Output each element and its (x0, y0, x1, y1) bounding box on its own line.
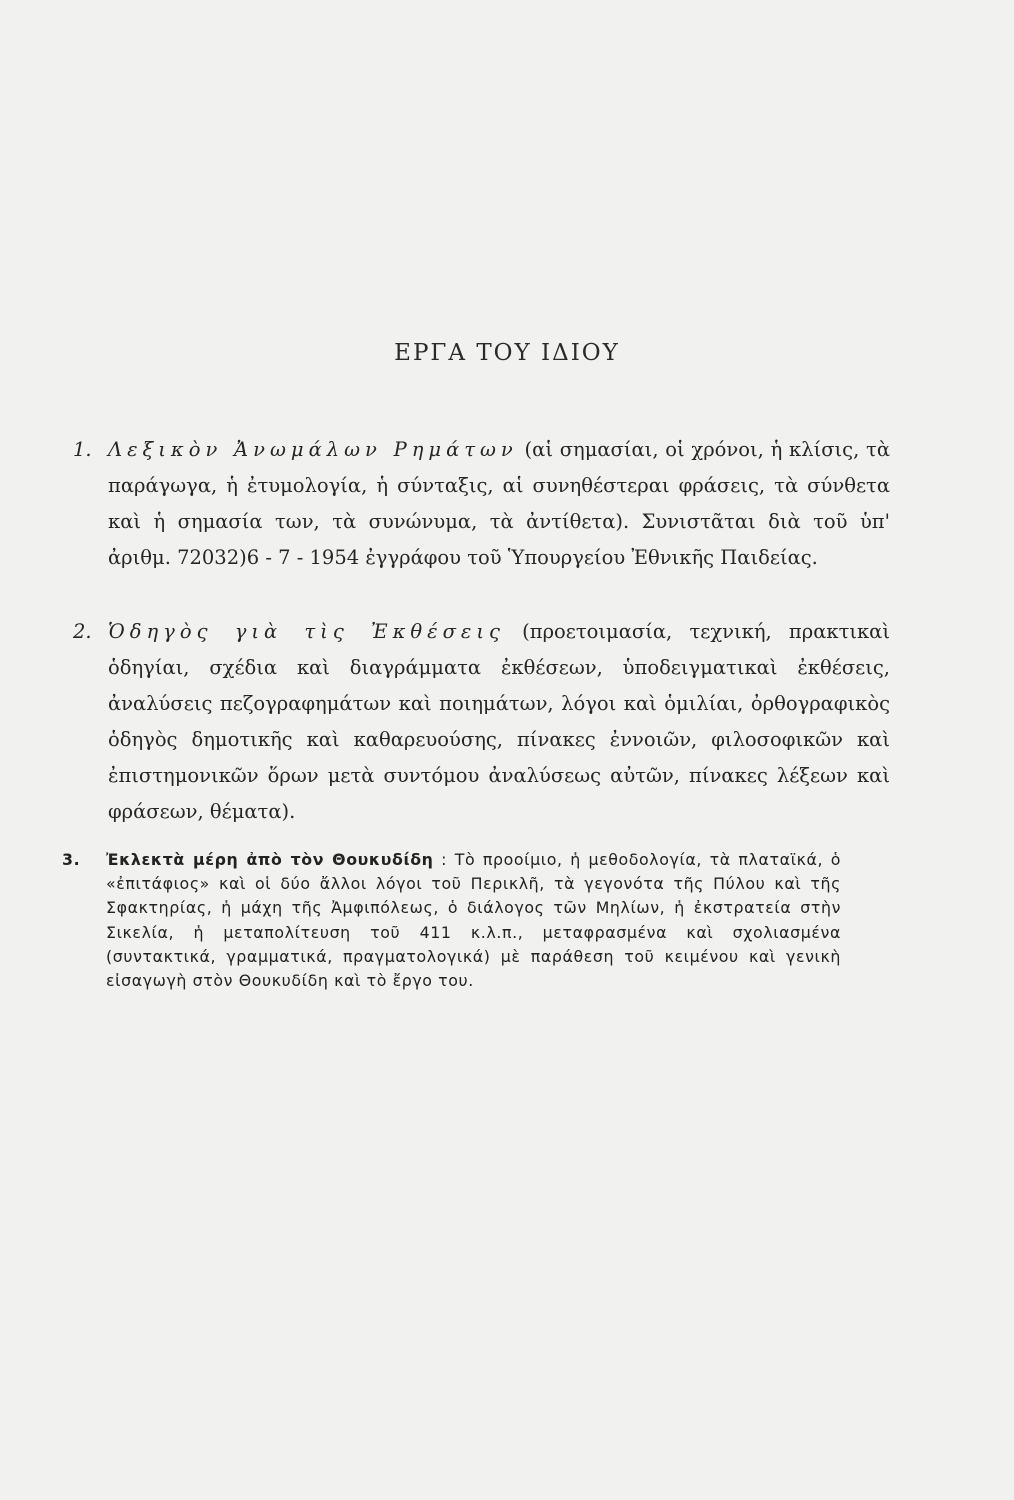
work-number: 3. (62, 850, 81, 869)
page-heading: ΕΡΓΑ ΤΟΥ ΙΔΙΟΥ (394, 340, 620, 366)
work-entry-2 (73, 614, 890, 830)
work-number: 1. (73, 438, 92, 461)
work-separator: : (441, 850, 448, 869)
work-description: Τὸ προοίμιο, ἡ μεθοδολογία, τὰ πλαταϊκά, ὁ «ἐπιτάφιος» καὶ οἱ δύο ἄλλοι λόγοι τοῦ Περικλῆ, τὰ γεγονότα τῆς Πύλου καὶ τῆς Σφακτηρίας, ἡ μάχη τῆς Ἀμφιπόλεως, ὁ διάλογος τῶν Μηλίων, ἡ ἐκστρατεία στὴν Σικελία, ἡ μεταπολίτευση τοῦ 411 κ.λ.π., μεταφρασμένα καὶ σχολιασμένα (συντακτικά, γραμματικά, πραγματολογικά) μὲ παράθεση τοῦ κειμένου καὶ γενικὴ εἰσαγωγὴ στὸν Θουκυδίδη καὶ τὸ ἔργο του. (106, 850, 842, 991)
work-entry-1 (73, 432, 890, 576)
work-entry-3 (62, 848, 842, 993)
work-description: (προετοιμασία, τεχνική, πρακτικαὶ ὁδηγίαι, σχέδια καὶ διαγράμματα ἐκθέσεων, ὑποδειγματικαὶ ἐκθέσεις, ἀναλύσεις πεζογραφημάτων καὶ ποιημάτων, λόγοι καὶ ὁμιλίαι, ὀρθογραφικὸς ὁδηγὸς δημοτικῆς καὶ καθαρευούσης, πίνακες ἐννοιῶν, φιλοσοφικῶν καὶ ἐπιστημονικῶν ὅρων μετὰ συντόμου ἀναλύσεως αὐτῶν, πίνακες λέξεων καὶ φράσεων, θέματα). (108, 620, 890, 823)
work-title: Ὁδηγὸς γιὰ τὶς Ἐκθέσεις (108, 620, 505, 643)
work-title: Ἐκλεκτὰ μέρη ἀπὸ τὸν Θουκυδίδη (106, 850, 434, 869)
work-number: 2. (73, 620, 92, 643)
work-title: Λεξικὸν Ἀνωμάλων Ρημάτων (108, 438, 518, 461)
work-description: (αἱ σημασίαι, οἱ χρόνοι, ἡ κλίσις, τὰ παράγωγα, ἡ ἐτυμολογία, ἡ σύνταξις, αἱ συνηθέστεραι φράσεις, τὰ σύνθετα καὶ ἡ σημασία των, τὰ συνώνυμα, τὰ ἀντίθετα). Συνιστᾶται διὰ τοῦ ὑπ' ἀριθμ. 72032)6 - 7 - 1954 ἐγγράφου τοῦ Ὑπουργείου Ἐθνικῆς Παιδείας. (108, 438, 890, 569)
